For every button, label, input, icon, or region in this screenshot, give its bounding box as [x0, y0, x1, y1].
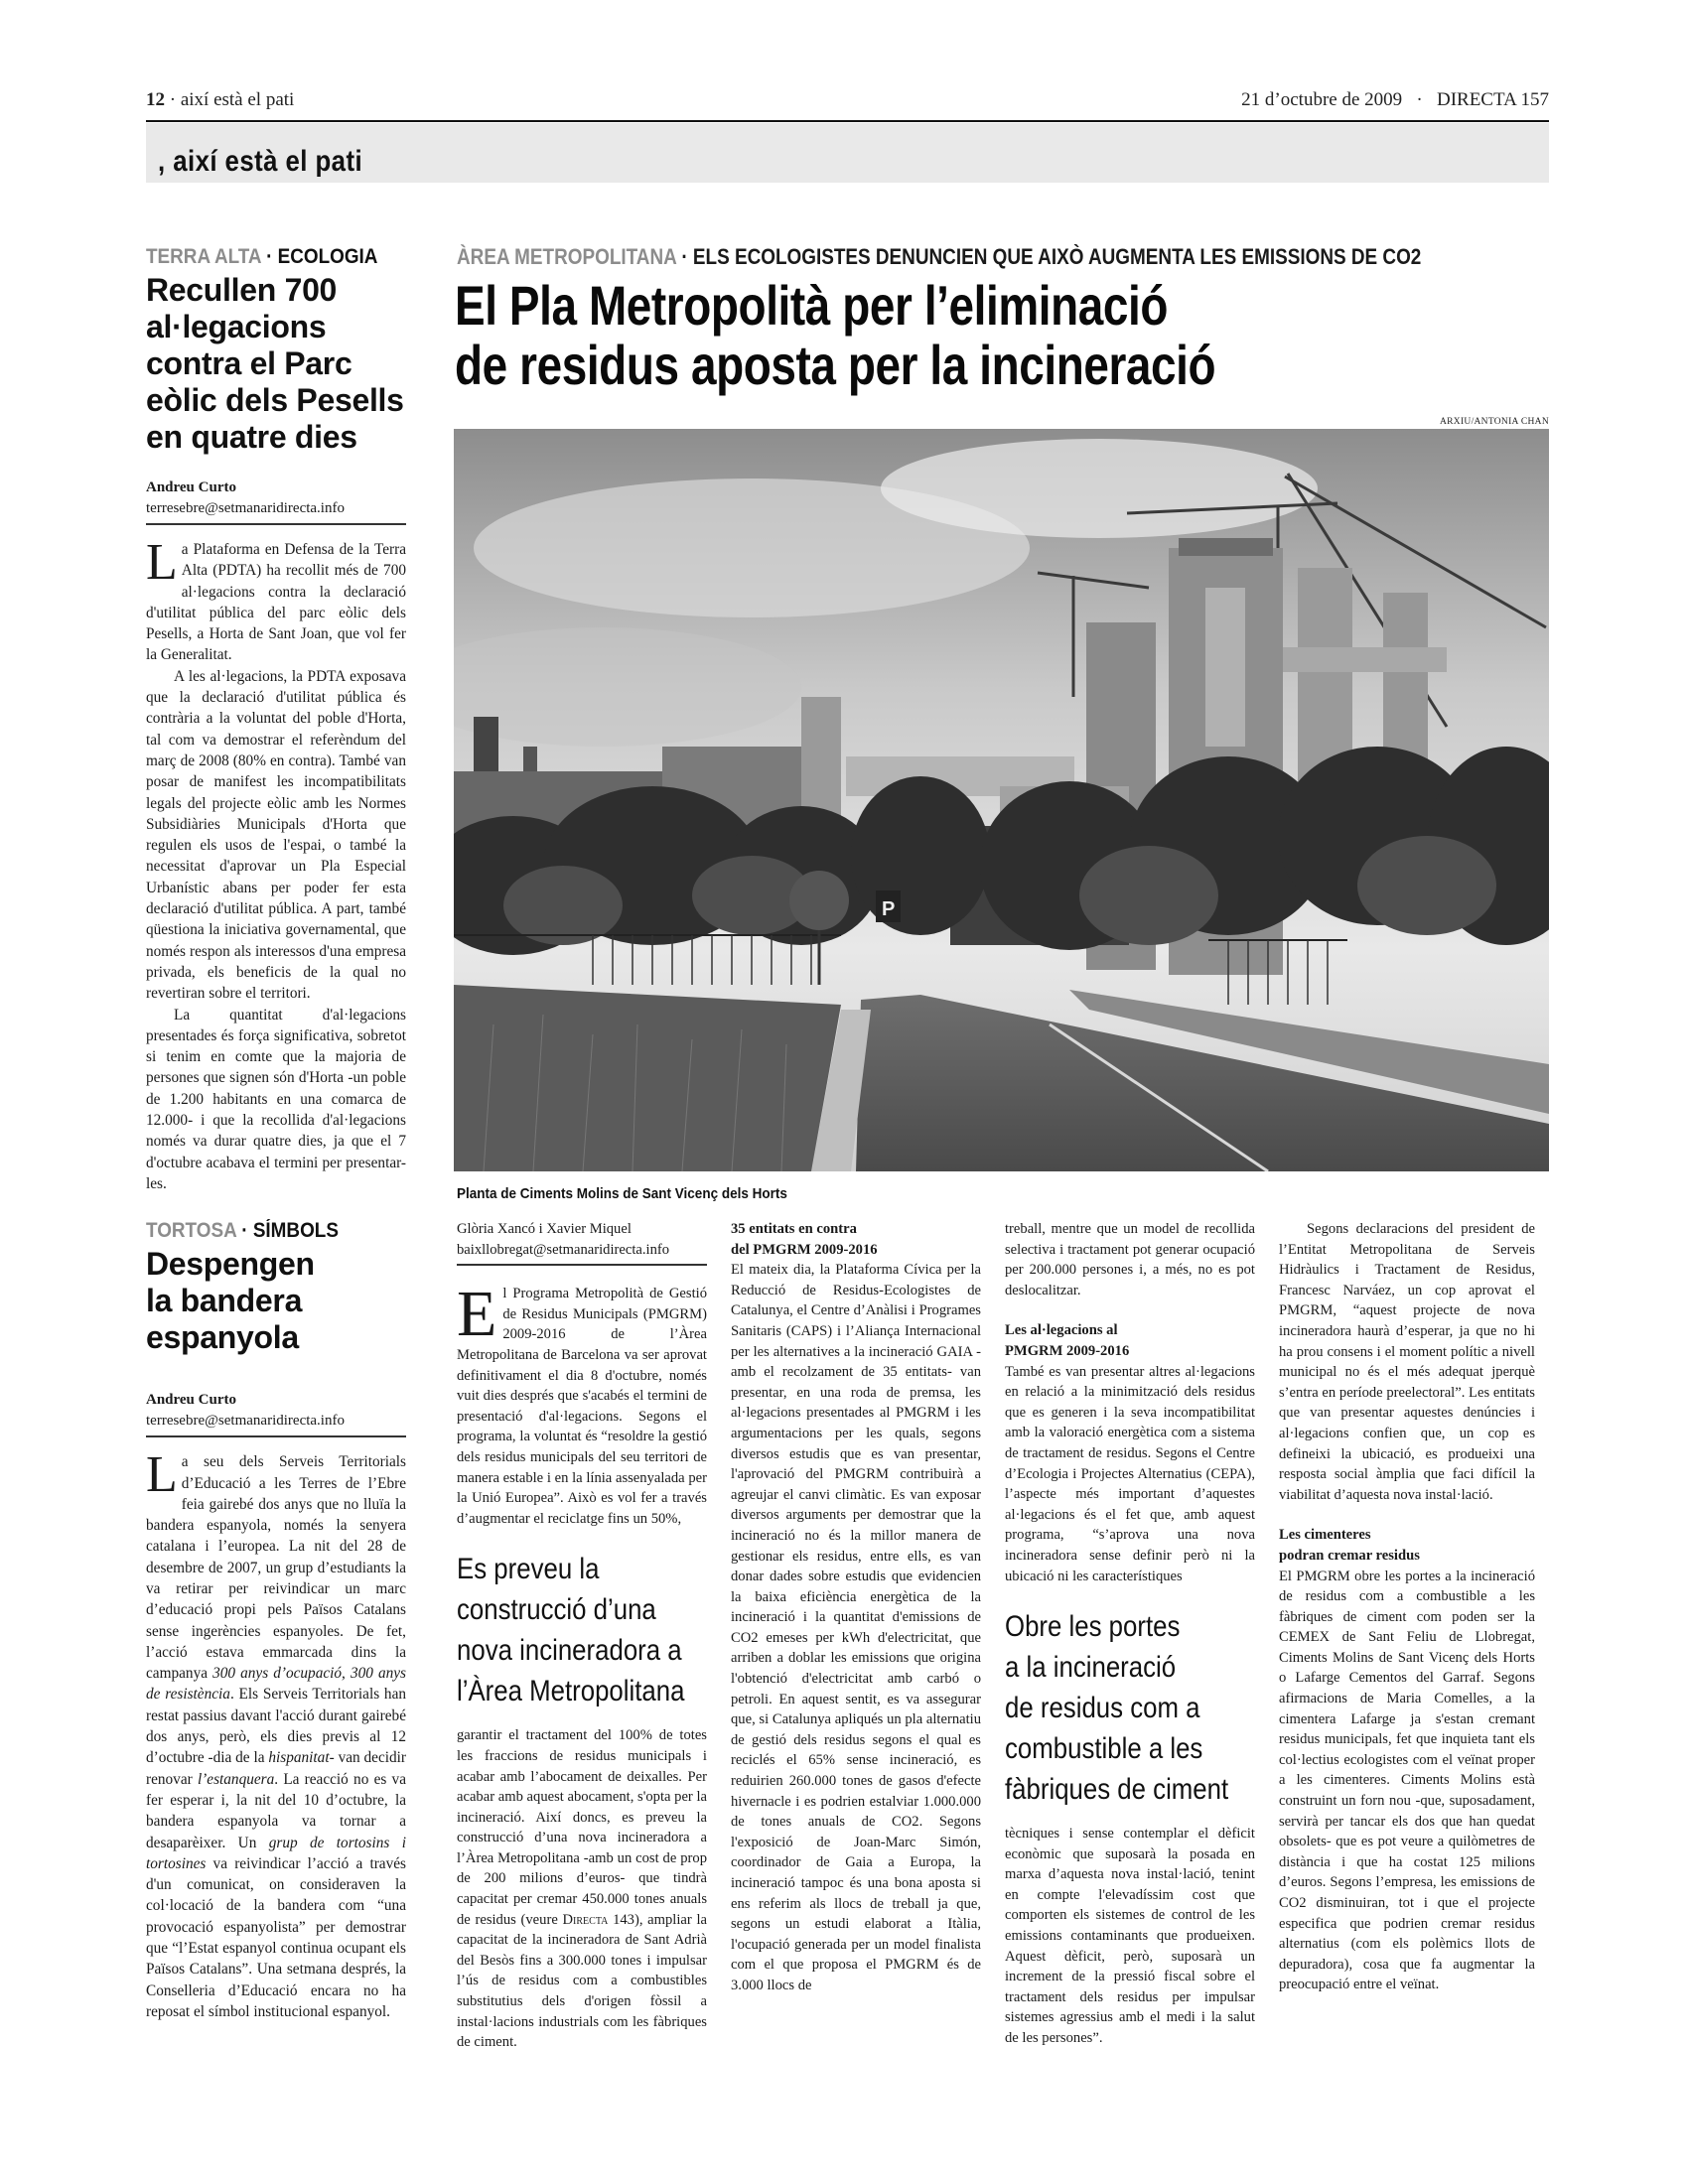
issue-date: 21 d’octubre de 2009: [1241, 89, 1403, 110]
author-email[interactable]: baixllobregat@setmanaridirecta.info: [457, 1241, 670, 1258]
running-header-left: [146, 89, 294, 111]
subheading-line: 35 entitats en contra: [731, 1221, 857, 1237]
story-kicker: TORTOSA · SÍMBOLS: [146, 1219, 339, 1243]
italic-run: hispanitat: [268, 1749, 330, 1767]
byline: [146, 1390, 406, 1437]
pullquote: [457, 1549, 685, 1711]
author-email[interactable]: terresebre@setmanaridirecta.info: [146, 1413, 345, 1430]
story-terra-alta: [146, 244, 406, 1194]
subheading-line: Les al·legacions al: [1005, 1322, 1118, 1339]
pullquote-line: combustible a les: [1005, 1732, 1203, 1766]
kicker-topic: ELS ECOLOGISTES DENUNCIEN QUE AIXÒ AUGMENTA LES EMISSIONS DE CO2: [692, 244, 1422, 269]
main-column-2: [731, 1219, 981, 1996]
pullquote-line: a la incineració: [1005, 1651, 1177, 1685]
header-rule: [146, 120, 1549, 122]
pullquote-line: construcció d’una: [457, 1593, 656, 1627]
kicker-region: ÀREA METROPOLITANA: [457, 244, 677, 269]
headline-line-1: El Pla Metropolità per l’eliminació: [455, 274, 1168, 337]
subheading: [731, 1219, 981, 1260]
pullquote-line: Es preveu la: [457, 1553, 600, 1586]
photo-caption: Planta de Ciments Molins de Sant Vicenç dels Horts: [457, 1185, 787, 1202]
pullquote-line: nova incineradora a: [457, 1634, 682, 1668]
text-run: - van decidir renovar: [146, 1749, 406, 1788]
subheading: [1279, 1525, 1535, 1566]
running-header: [146, 89, 1549, 119]
main-byline: [457, 1219, 707, 1266]
main-column-3: [1005, 1219, 1255, 2049]
section-band: [146, 123, 1549, 183]
text-run: va reivindicar l’acció a través d'un comunicat, on consideraven la col·locació de la bandera com “una provocació espanyolista” per demostrar que “l’Estat espanyol continua ocupant els Països Catalans”. Una setmana després, la Conselleria d’Educació encara no ha reposat el símbol institucional espanyol.: [146, 1854, 406, 2020]
subheading-line: podran cremar residus: [1279, 1547, 1420, 1564]
section-title: , així està el pati: [158, 145, 363, 178]
story-tortosa: [146, 1218, 406, 2022]
publication-issue: DIRECTA 157: [1436, 89, 1549, 110]
text-run: . Els Serveis Territorials han restat passius davant l'acció durant gairebé dos anys, però, els dies previs al 12 d’octubre -dia de la: [146, 1686, 407, 1767]
paragraph: tècniques i sense contemplar el dèficit econòmic que suposarà la posada en marxa d’aquesta nova instal·lació, tenint en compte l'elevadíssim cost que comporten els sistemes de control de les emissions contaminants que produeixen. Aquest dèficit, però, suposarà un increment de la pressió fiscal sobre el tractament dels residus per impulsar sistemes agressius amb el medi i la salut de les persones”.: [1005, 1826, 1255, 2047]
paragraph: 143), ampliar la capacitat de la incineradora de Sant Adrià del Besòs fins a 300.000 tones i impulsar l’ús de residus com a combustibles substitutius dels d'origen fòssil a instal·lacions industrials com les fàbriques de ciment.: [457, 1911, 707, 2051]
pullquote-line: Obre les portes: [1005, 1610, 1181, 1644]
paragraph: El mateix dia, la Plataforma Cívica per la Reducció de Residus-Ecologistes de Catalunya, el Centre d’Anàlisi i Programes Sanitaris (CAPS) i l’Aliança Internacional per les alternatives a la incineració GAIA -amb el recolzament de 35 entitats- van presentar, en una roda de premsa, les al·legacions presentades al PMGRM i les argumentacions per les quals, segons diversos estudis que es van presentar, l'aprovació del PMGRM contribuirà a agreujar el canvi climàtic. Es van exposar diversos arguments per demostrar que la incineració no és la millor manera de gestionar els residus, entre ells, es van donar dades sobre estudis que evidencien la baixa eficiència energètica de la incineració i la quantitat d'emissions de CO2 emeses per kWh d'electricitat, que arriben a doblar les emissions que origina l'obtenció d'electricitat amb carbó o petroli. En aquest sentit, es va assegurar que, si Catalunya apliqués un pla alternatiu de gestió dels residus segons el qual es reciclés el 65% sense incineració, es reduirien 260.000 tones de gasos d'efecte hivernacle i es podrien estalviar 1.000.000 de tones anuals de CO2. Segons l'exposició de Joan-Marc Simón, coordinador de Gaia a Europa, la incineració tampoc és una bona aposta si ens referim als llocs de treball ja que, segons un estudi elaborat a Itàlia, l'ocupació generada per un model finalista com el que proposa el PMGRM és de 3.000 llocs de: [731, 1262, 981, 1993]
pullquote-line: fàbriques de ciment: [1005, 1773, 1229, 1807]
story-kicker: TERRA ALTA · ECOLOGIA: [146, 245, 378, 268]
main-column-1: [457, 1219, 707, 2053]
svg-text:P: P: [882, 898, 896, 920]
pullquote: [1005, 1606, 1229, 1810]
paragraph: El PMGRM obre les portes a la incineració de residus com a combustible a les fàbriques de ciment com poden ser la CEMEX de Sant Feliu de Llobregat, Ciments Molins de Sant Vicenç dels Horts o Lafarge Cementos del Garraf. Segons afirmacions de Maria Comelles, a la cimentera Lafarge ja s'estan cremant residus municipals, fet que inquieta tant els col·lectius ecologistes com el veïnat proper a les cimenteres. Ciments Molins està construint un forn nou -que, suposadament, servirà per tancar els dos que han quedat obsolets- que es pot veure a quilòmetres de distància i que ha costat 125 milions d’euros. Segons l’empresa, les emissions de CO2 disminuiran, tot i que el projecte especifica que podrien cremar residus alternatius (com els polèmics llots de depuradora), cosa que fa augmentar la preocupació entre el veïnat.: [1279, 1568, 1535, 1993]
news-photo: [454, 429, 1549, 1171]
paragraph: a Plataforma en Defensa de la Terra Alta (PDTA) ha recollit més de 700 al·legacions contra la declaració d'utilitat pública del parc eòlic dels Pesells, a Horta de Sant Joan, que vol fer la Generalitat.: [146, 541, 406, 664]
author-name: Andreu Curto: [146, 1392, 236, 1409]
story-headline: Recullen 700 al·legacions contra el Parc eòlic dels Pesells en quatre dies: [146, 272, 404, 455]
paragraph: l Programa Metropolità de Gestió de Residus Municipals (PMGRM) 2009-2016 de l’Àrea Metropolitana de Barcelona va ser aprovat definitivament el dia 8 d'octubre, només vuit dies després que s'acabés el termini de presentació d'al·legacions. Segons el programa, la voluntat és “resoldre la gestió dels residus municipals del seu territori de manera estable i en la línia assenyalada per la Unió Europea”. Això es vol fer a través d’augmentar el reciclatge fins un 50%,: [457, 1286, 707, 1527]
paragraph: També es van presentar altres al·legacions en relació a la minimització dels residus que es generen i la seva incompatibilitat amb la valoració energètica com a sistema de tractament de residus. Segons el Centre d’Ecologia i Projectes Alternatius (CEPA), l’aspecte més important d’aquestes al·legacions és el fet que, amb aquest programa, “s’aprova una nova incineradora sense definir però ni la ubicació ni les característiques: [1005, 1363, 1255, 1584]
story-headline: Despengen la bandera espanyola: [146, 1246, 315, 1356]
page-number: 12: [146, 89, 165, 110]
running-header-right: 21 d’octubre de 2009 · DIRECTA 157: [1241, 89, 1549, 110]
subheading-line: Les cimenteres: [1279, 1527, 1371, 1544]
main-column-4: [1279, 1219, 1535, 1995]
publication-reference: Directa: [562, 1911, 609, 1928]
author-email[interactable]: terresebre@setmanaridirecta.info: [146, 500, 345, 516]
kicker-region: TERRA ALTA: [146, 245, 261, 268]
subheading-line: PMGRM 2009-2016: [1005, 1342, 1130, 1359]
paragraph: La quantitat d'al·legacions presentades és força significativa, sobretot si tenim en comte que la majoria de persones que signen són d'Horta -un poble de 1.200 habitants en una comarca de 12.000- i que la recollida d'al·legacions només va durar quatre dies, ja que el 7 d'octubre acabava el termini per presentar-les.: [146, 1006, 406, 1192]
left-column: [146, 244, 406, 2022]
paragraph: treball, mentre que un model de recollida selectiva i tractament pot generar ocupació per 200.000 persones i, a més, no es pot deslocalitzar.: [1005, 1221, 1255, 1298]
paragraph: garantir el tractament del 100% de totes les fraccions de residus municipals i acabar amb l’abocament de deixalles. Per acabar amb aquest abocament, s'opta per la incineració. Així doncs, es preveu la construcció d’una nova incineradora a l’Àrea Metropolitana -amb un cost de prop de 200 milions d’euros- que tindrà capacitat per cremar 450.000 tones anuals de residus (veure: [457, 1727, 707, 1928]
paragraph: A les al·legacions, la PDTA exposava que la declaració d'utilitat pública és contrària a la voluntat del poble d'Horta, tal com va demostrar el referèndum del març de 2008 (80% en contra). També van posar de manifest les incompatibilitats legals del projecte eòlic amb les Normes Subsidiàries Municipals d'Horta que regulen els usos de l'espai, o també la necessitat d'aprovar un Pla Especial Urbanístic abans per poder fer esta declaració d'utilitat pública. A part, també qüestiona la iniciativa governamental, que només respon als interessos d'una empresa privada, els beneficis de la qual no revertiran sobre el territori.: [146, 667, 406, 1003]
main-kicker: ÀREA METROPOLITANA · ELS ECOLOGISTES DENUNCIEN QUE AIXÒ AUGMENTA LES EMISSIONS DE CO2: [457, 244, 1422, 269]
italic-run: l’estanquera: [197, 1770, 275, 1788]
pullquote-line: de residus com a: [1005, 1692, 1200, 1725]
kicker-topic: ECOLOGIA: [277, 245, 378, 268]
italic-run: grup de tortosins i tortosines: [146, 1834, 406, 1872]
cement-plant-photo-icon: [454, 429, 1549, 1171]
story-body: [146, 1446, 407, 2022]
story-body: [146, 534, 406, 1194]
pullquote-line: l’Àrea Metropolitana: [457, 1675, 685, 1708]
paragraph: Segons declaracions del president de l’Entitat Metropolitana de Serveis Hidràulics i Tractament de Residus, Francesc Narváez, un cop aprovat el PMGRM, “aquest projecte de nova incineradora haurà d’esperar, ja que no hi ha prou consens i el moment polític a nivell municipal no és el més adequat jperquè s’entra en període preelectoral”. Les entitats que van presentar aquestes denúncies i al·legacions confien que, un cop es defineixi la ubicació, es produeixi una resposta social àmplia que faci difícil la viabilitat d’aquesta nova instal·lació.: [1279, 1221, 1535, 1503]
separator-dot: ·: [169, 89, 177, 110]
dropcap: E: [457, 1278, 497, 1351]
kicker-region: TORTOSA: [146, 1219, 237, 1243]
dropcap: L: [146, 534, 178, 591]
kicker-topic: SÍMBOLS: [252, 1219, 339, 1243]
byline: [146, 478, 406, 525]
text-run: a seu dels Serveis Territorials d’Educació a les Terres de l’Ebre feia gairebé dos anys que no lluïa la bandera espanyola, només la senyera catalana i l’europea. La nit del 28 de desembre de 2007, un grup d’estudiants la va retirar per reivindicar un marc d’educació propi pels Països Catalans sense ingerències espanyoles. De fet, l’acció estava emmarcada dins la campanya: [146, 1453, 406, 1683]
italic-run: 300 anys d’ocupació, 300 anys de resistència: [146, 1665, 407, 1704]
author-name: Andreu Curto: [146, 479, 236, 495]
text-run: . La reacció no es va fer esperar i, la nit del 10 d’octubre, la bandera espanyola va tornar a desaparèixer. Un: [146, 1770, 406, 1851]
dropcap: L: [146, 1446, 178, 1504]
headline-line-2: de residus aposta per la incineració: [455, 334, 1216, 396]
subheading-line: del PMGRM 2009-2016: [731, 1241, 878, 1258]
main-headline: [455, 276, 1350, 395]
subheading: [1005, 1320, 1255, 1361]
photo-credit: ARXIU/ANTONIA CHAN: [1440, 417, 1549, 427]
running-section-name: així està el pati: [180, 89, 295, 110]
author-name: Glòria Xancó i Xavier Miquel: [457, 1221, 632, 1237]
